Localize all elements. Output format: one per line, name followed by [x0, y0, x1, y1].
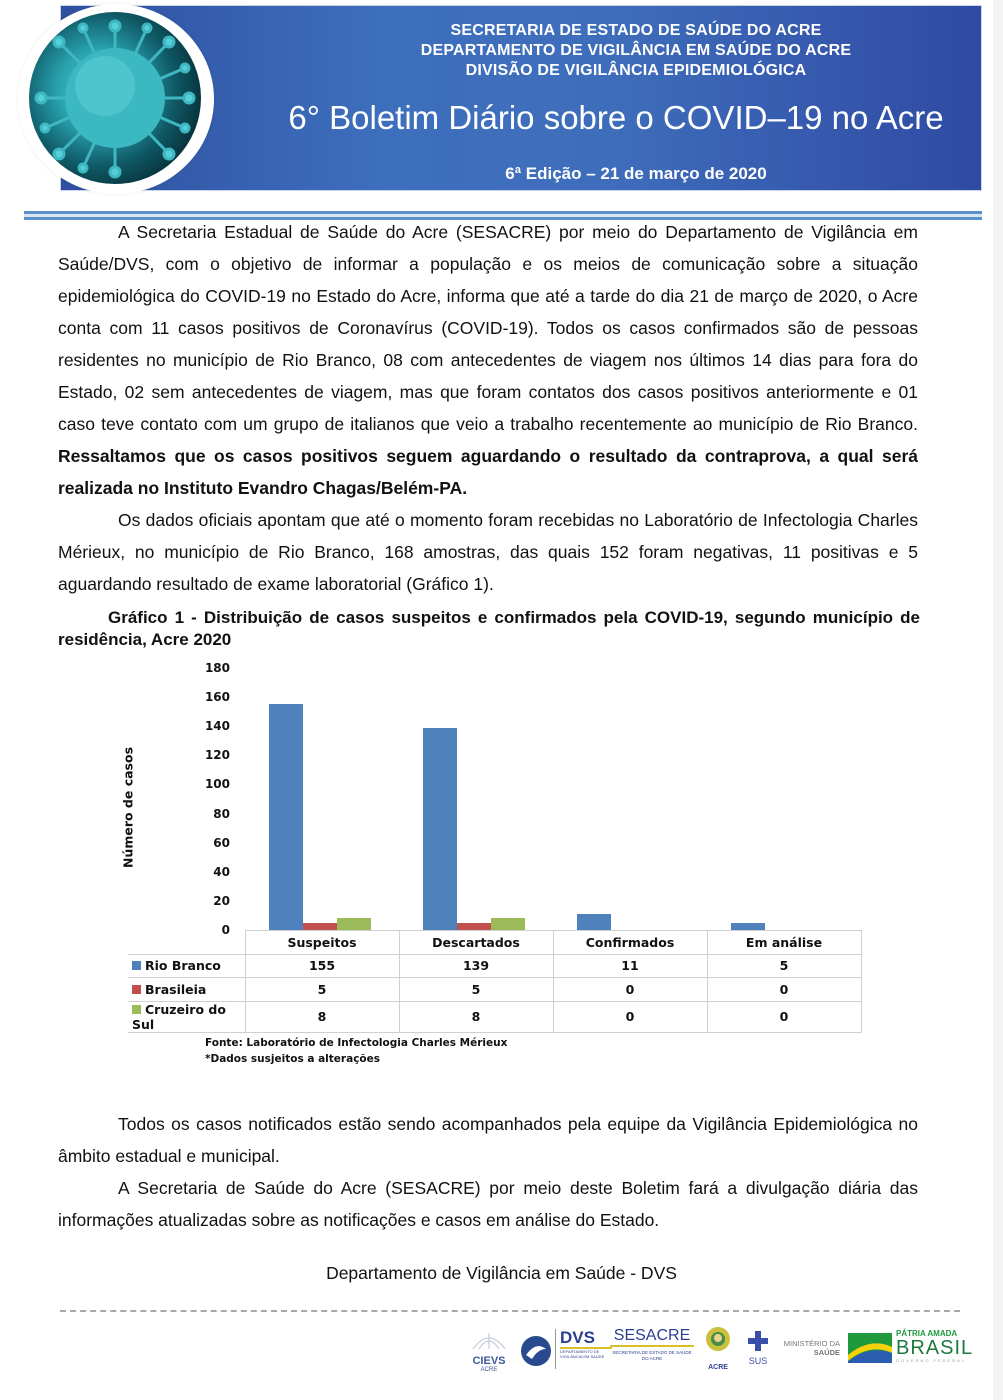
- bar-cruzeiro-do-sul: [491, 918, 525, 930]
- source-note: *Dados susjeitos a alterações: [205, 1053, 380, 1065]
- y-tick-label: 20: [213, 893, 230, 908]
- table-cell: 155: [245, 954, 399, 978]
- bar-rio-branco: [577, 914, 611, 930]
- category-suspeitos: Suspeitos: [245, 931, 399, 955]
- table-cell: 0: [707, 978, 861, 1002]
- header-line-3: DIVISÃO DE VIGILÂNCIA EPIDEMIOLÓGICA: [465, 62, 807, 79]
- edition-date: 6ª Edição – 21 de março de 2020: [505, 164, 767, 183]
- daily-disclosure-paragraph: A Secretaria de Saúde do Acre (SESACRE) por meio deste Boletim fará a divulgação diária das informações atualizadas sobre as notificações e casos em análise do Estado.: [58, 1178, 918, 1230]
- bar-rio-branco: [423, 728, 457, 930]
- brasil-flag-icon: [848, 1333, 892, 1368]
- bar-rio-branco: [269, 704, 303, 930]
- y-tick-label: 120: [204, 748, 230, 763]
- category-confirmados: Confirmados: [553, 931, 707, 955]
- cievs-logo: CIEVS ACRE: [465, 1331, 513, 1373]
- header-line-1: SECRETARIA DE ESTADO DE SAÚDE DO ACRE: [450, 22, 822, 39]
- intro-bold-text: Ressaltamos que os casos positivos seguem aguardando o resultado da contraprova, a qual será realizada no Instituto Evandro Chagas/Belém-PA.: [58, 446, 918, 498]
- coronavirus-icon: [29, 12, 201, 184]
- table-header-row: [128, 931, 861, 955]
- table-cell: 5: [399, 978, 553, 1002]
- samples-paragraph: Os dados oficiais apontam que até o momento foram recebidas no Laboratório de Infectologia Charles Mérieux, no município de Rio Branco, 168 amostras, das quais 152 foram negativas, 11 positivas e 5 aguardando resultado de exame laboratorial (Gráfico 1).: [58, 510, 918, 594]
- y-tick-label: 60: [213, 835, 230, 850]
- table-cell: 139: [399, 954, 553, 978]
- chart-data-table: [128, 930, 862, 1033]
- table-cell: 8: [399, 1001, 553, 1032]
- intro-paragraph: [58, 216, 918, 504]
- series-label: Rio Branco: [145, 958, 221, 974]
- ministerio-saude-logo: MINISTÉRIO DA SAÚDE: [783, 1339, 840, 1357]
- table-row: [128, 1001, 861, 1032]
- legend-swatch-cruzeiro-do-sul: [132, 1005, 141, 1014]
- series-label: Brasileia: [145, 981, 207, 997]
- table-cell: 0: [553, 978, 707, 1002]
- table-row: [128, 954, 861, 978]
- footer-divider: [60, 1310, 960, 1312]
- bar-brasileia: [457, 923, 491, 930]
- table-cell: 0: [553, 1001, 707, 1032]
- category-em-analise: Em análise: [707, 931, 861, 955]
- category-descartados: Descartados: [399, 931, 553, 955]
- y-tick-label: 140: [204, 719, 230, 734]
- source-text: Fonte: Laboratório de Infectologia Charles Mérieux: [205, 1037, 508, 1049]
- y-tick-label: 180: [204, 661, 230, 675]
- sus-logo: SUS: [748, 1331, 768, 1366]
- acre-crest-icon: [703, 1325, 733, 1359]
- header-institution: [291, 21, 981, 81]
- chart-title: Gráfico 1 - Distribuição de casos suspeitos e confirmados pela COVID-19, segundo município de residência, Acre 2020: [58, 608, 920, 649]
- table-cell: 11: [553, 954, 707, 978]
- series-label: Cruzeiro do Sul: [132, 1001, 226, 1032]
- y-axis-label: Número de casos: [120, 746, 136, 869]
- y-tick-label: 160: [204, 690, 230, 705]
- cievs-globe-icon: [469, 1331, 509, 1351]
- bar-cruzeiro-do-sul: [337, 918, 371, 930]
- header-line-2: DEPARTAMENTO DE VIGILÂNCIA EM SAÚDE DO ACRE: [420, 42, 852, 59]
- y-tick-label: 80: [213, 806, 230, 821]
- intro-text: A Secretaria Estadual de Saúde do Acre (SESACRE) por meio do Departamento de Vigilância em Saúde/DVS, com o objetivo de informar a população e os meios de comunicação sobre a situação epidemiológica do COVID-19 no Estado do Acre, informa que até a tarde do dia 21 de março de 2020, o Acre conta com 11 casos positivos de Coronavírus (COVID-19). Todos os casos confirmados são de pessoas residentes no município de Rio Branco, 08 com antecedentes de viagem nos últimos 14 dias para fora do Estado, 02 sem antecedentes de viagem, mas que foram contatos dos casos positivos anteriormente e 01 caso teve contato com um grupo de italianos que veio a trabalho recentemente ao município de Rio Branco.: [58, 222, 918, 434]
- footer-logos: [460, 1325, 974, 1380]
- y-tick-label: 0: [221, 923, 230, 937]
- patria-amada-brasil-logo: PÁTRIA AMADA BRASIL GOVERNO FEDERAL: [896, 1329, 974, 1363]
- table-cell: 5: [245, 978, 399, 1002]
- table-cell: 0: [707, 1001, 861, 1032]
- bulletin-title: 6° Boletim Diário sobre o COVID–19 no Acre: [288, 99, 944, 136]
- circle-logo-icon: [520, 1335, 552, 1372]
- table-row: [128, 978, 861, 1002]
- sus-cross-icon: [748, 1331, 768, 1351]
- acre-coat-of-arms: ACRE: [700, 1325, 736, 1372]
- sesacre-logo: SESACRE SECRETARIA DE ESTADO DE SAÚDE DO ACRE: [610, 1327, 694, 1362]
- legend-swatch-rio-branco: [132, 961, 141, 970]
- legend-swatch-brasileia: [132, 985, 141, 994]
- bar-brasileia: [303, 923, 337, 930]
- signature: Departamento de Vigilância em Saúde - DVS: [326, 1263, 677, 1283]
- chart-source: [205, 1035, 507, 1067]
- followup-paragraph: Todos os casos notificados estão sendo acompanhados pela equipe da Vigilância Epidemiológica no âmbito estadual e municipal.: [58, 1114, 918, 1166]
- bar-rio-branco: [731, 923, 765, 930]
- table-cell: 8: [245, 1001, 399, 1032]
- y-tick-label: 100: [204, 777, 230, 792]
- dvs-logo: DVS DEPARTAMENTO DE VIGILÂNCIA EM SAÚDE: [560, 1329, 612, 1359]
- bar-chart: [110, 655, 870, 1085]
- table-cell: 5: [707, 954, 861, 978]
- y-tick-label: 40: [213, 864, 230, 879]
